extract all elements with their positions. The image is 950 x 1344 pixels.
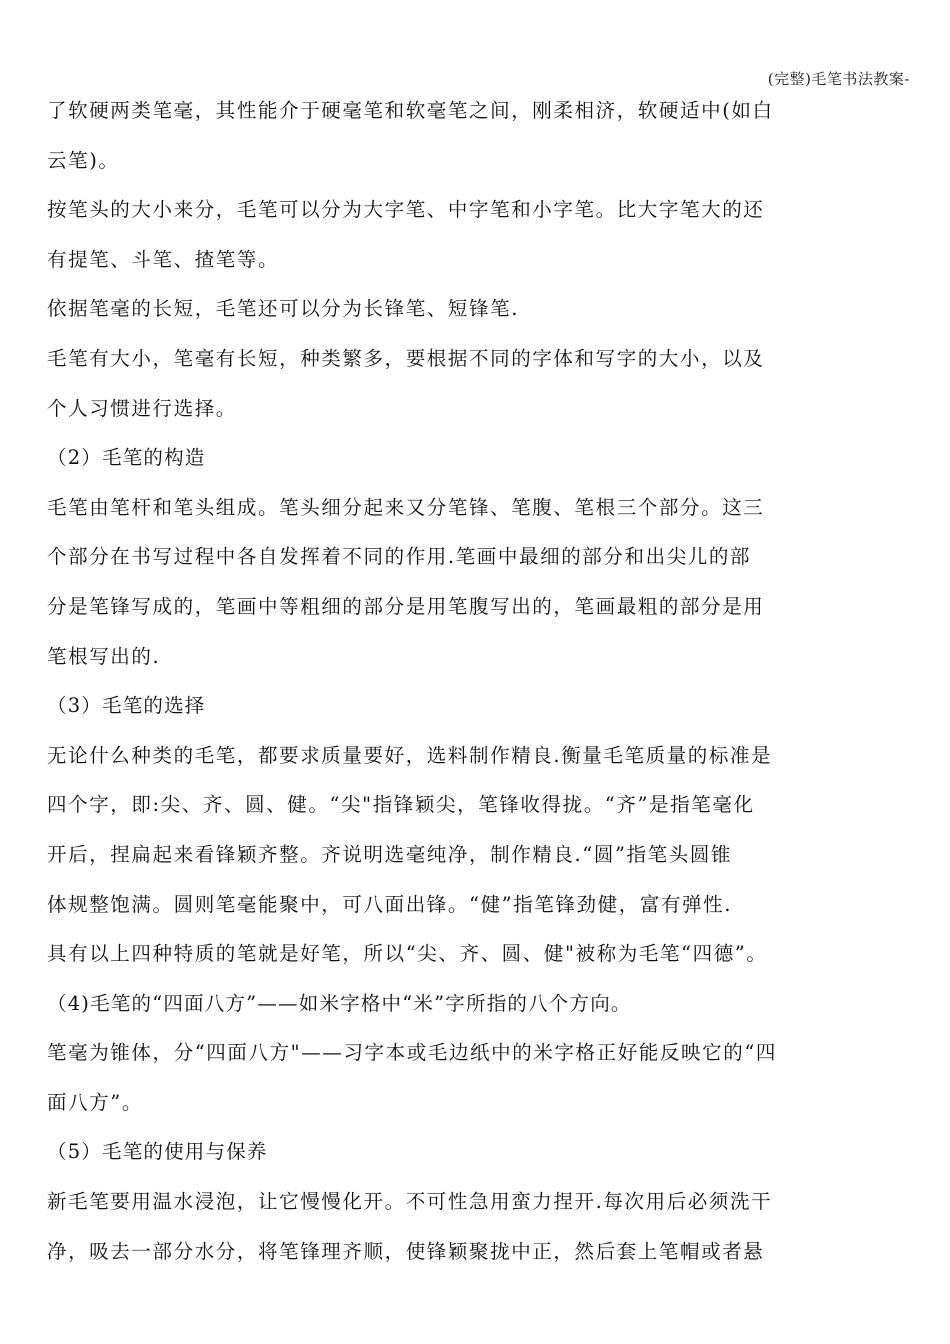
text-line: 按笔头的大小来分，毛笔可以分为大字笔、中字笔和小字笔。比大字笔大的还 <box>47 198 765 222</box>
text-line: 四个字，即:尖、齐、圆、健。“尖"指锋颖尖，笔锋收得拢。“齐”是指笔毫化 <box>47 793 755 817</box>
text-line: 依据笔毫的长短，毛笔还可以分为长锋笔、短锋笔. <box>47 297 519 321</box>
text-line: 毛笔由笔杆和笔头组成。笔头细分起来又分笔锋、笔腹、笔根三个部分。这三 <box>47 495 765 519</box>
document-body <box>47 96 778 1286</box>
text-line: 具有以上四种特质的笔就是好笔，所以“尖、齐、圆、健"被称为毛笔“四德”。 <box>47 942 768 966</box>
text-line: 分是笔锋写成的，笔画中等粗细的部分是用笔腹写出的，笔画最粗的部分是用 <box>47 594 765 618</box>
section-heading: （4)毛笔的“四面八方”——如米字格中“米”字所指的八个方向。 <box>47 991 632 1015</box>
text-line: 无论什么种类的毛笔，都要求质量要好，选料制作精良.衡量毛笔质量的标准是 <box>47 743 773 767</box>
text-line: 笔毫为锥体，分“四面八方"——习字本或毛边纸中的米字格正好能反映它的“四 <box>47 1041 778 1065</box>
text-line: 净，吸去一部分水分，将笔锋理齐顺，使锋颖聚拢中正，然后套上笔帽或者悬 <box>47 1239 765 1263</box>
text-line: 云笔)。 <box>47 148 120 172</box>
text-line: 体规整饱满。圆则笔毫能聚中，可八面出锋。“健”指笔锋劲健，富有弹性. <box>47 892 733 916</box>
text-line: 有提笔、斗笔、揸笔等。 <box>47 247 280 271</box>
text-line: 笔根写出的. <box>47 644 161 668</box>
text-line: 了软硬两类笔毫，其性能介于硬毫笔和软毫笔之间，刚柔相济，软硬适中(如白 <box>47 99 774 122</box>
text-line: 毛笔有大小，笔毫有长短，种类繁多，要根据不同的字体和写字的大小，以及 <box>47 346 765 370</box>
section-heading: （5）毛笔的使用与保养 <box>47 1140 268 1164</box>
section-heading: （2）毛笔的构造 <box>47 446 206 470</box>
page-header: (完整)毛笔书法教案- <box>767 70 910 88</box>
text-line: 个人习惯进行选择。 <box>47 396 237 420</box>
section-heading: （3）毛笔的选择 <box>47 694 206 718</box>
text-line: 开后，捏扁起来看锋颖齐整。齐说明选毫纯净，制作精良.“圆”指笔头圆锥 <box>47 842 733 866</box>
text-line: 个部分在书写过程中各自发挥着不同的作用.笔画中最细的部分和出尖儿的部 <box>47 545 752 569</box>
text-line: 新毛笔要用温水浸泡，让它慢慢化开。不可性急用蛮力捏开.每次用后必须洗干 <box>47 1190 773 1214</box>
text-line: 面八方”。 <box>47 1090 143 1114</box>
